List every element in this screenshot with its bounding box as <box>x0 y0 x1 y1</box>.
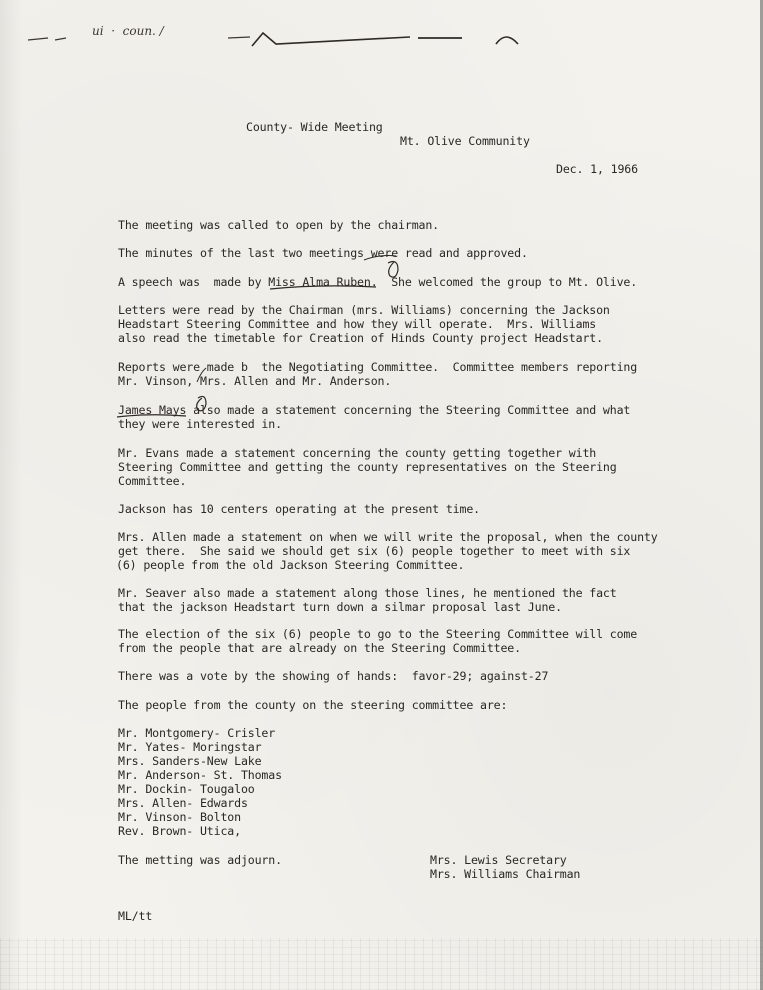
paragraph-line: A speech was made by Miss Alma Ruben. She welcomed the group to Mt. Olive. <box>118 275 638 289</box>
member-list-item: Mr. Dockin- Tougaloo <box>118 782 255 796</box>
signature-secretary: Mrs. Lewis Secretary <box>430 853 567 867</box>
paragraph-line: Headstart Steering Committee and how they will operate. Mrs. Williams <box>118 317 597 331</box>
paragraph-line: get there. She said we should get six (6) people together to meet with six <box>118 544 631 558</box>
paragraph-line: Mr. Seaver also made a statement along those lines, he mentioned the fact <box>118 586 617 600</box>
paragraph-line: Jackson has 10 centers operating at the present time. <box>118 502 480 516</box>
paragraph-line: The minutes of the last two meetings were read and approved. <box>118 246 528 260</box>
member-list-item: Mrs. Sanders-New Lake <box>118 754 262 768</box>
meeting-title: County- Wide Meeting <box>246 120 383 134</box>
member-list-item: Mrs. Allen- Edwards <box>118 796 248 810</box>
paragraph-line: The election of the six (6) people to go to the Steering Committee will come <box>118 627 638 641</box>
paragraph-line: also read the timetable for Creation of Hinds County project Headstart. <box>118 331 603 345</box>
member-list-item: Mr. Montgomery- Crisler <box>118 726 276 740</box>
paragraph-line: James Mays also made a statement concerning the Steering Committee and what <box>118 403 631 417</box>
member-list-item: Mr. Vinson- Bolton <box>118 810 241 824</box>
paragraph-line: they were interested in. <box>118 417 282 431</box>
paragraph-line: Mr. Vinson, Mrs. Allen and Mr. Anderson. <box>118 374 392 388</box>
paragraph-line: that the jackson Headstart turn down a silmar proposal last June. <box>118 600 562 614</box>
paragraph-line: (6) people from the old Jackson Steering Committee. <box>116 558 465 572</box>
top-handwriting: ui · coun. / <box>92 24 164 38</box>
paragraph-line: Letters were read by the Chairman (mrs. Williams) concerning the Jackson <box>118 303 610 317</box>
paragraph-line: from the people that are already on the Steering Committee. <box>118 641 521 655</box>
vote-result: There was a vote by the showing of hands: favor-29; against-27 <box>118 669 549 683</box>
member-list-item: Mr. Yates- Moringstar <box>118 740 262 754</box>
member-list-item: Mr. Anderson- St. Thomas <box>118 768 282 782</box>
paragraph-line: Mr. Evans made a statement concerning the county getting together with <box>118 446 597 460</box>
paragraph-line: The meeting was called to open by the chairman. <box>118 218 440 232</box>
paragraph-line: Steering Committee and getting the county representatives on the Steering <box>118 460 617 474</box>
signature-chairman: Mrs. Williams Chairman <box>430 867 581 881</box>
paragraph-line: Mrs. Allen made a statement on when we will write the proposal, when the county <box>118 530 658 544</box>
typist-initials: ML/tt <box>118 909 153 923</box>
member-list-item: Rev. Brown- Utica, <box>118 824 241 838</box>
meeting-date: Dec. 1, 1966 <box>556 162 638 176</box>
paragraph-line: Reports were made b the Negotiating Committee. Committee members reporting <box>118 360 638 374</box>
meeting-location: Mt. Olive Community <box>400 134 530 148</box>
paragraph-line: Committee. <box>118 474 187 488</box>
paragraph-line: The people from the county on the steering committee are: <box>118 698 508 712</box>
closing-line: The metting was adjourn. <box>118 853 282 867</box>
